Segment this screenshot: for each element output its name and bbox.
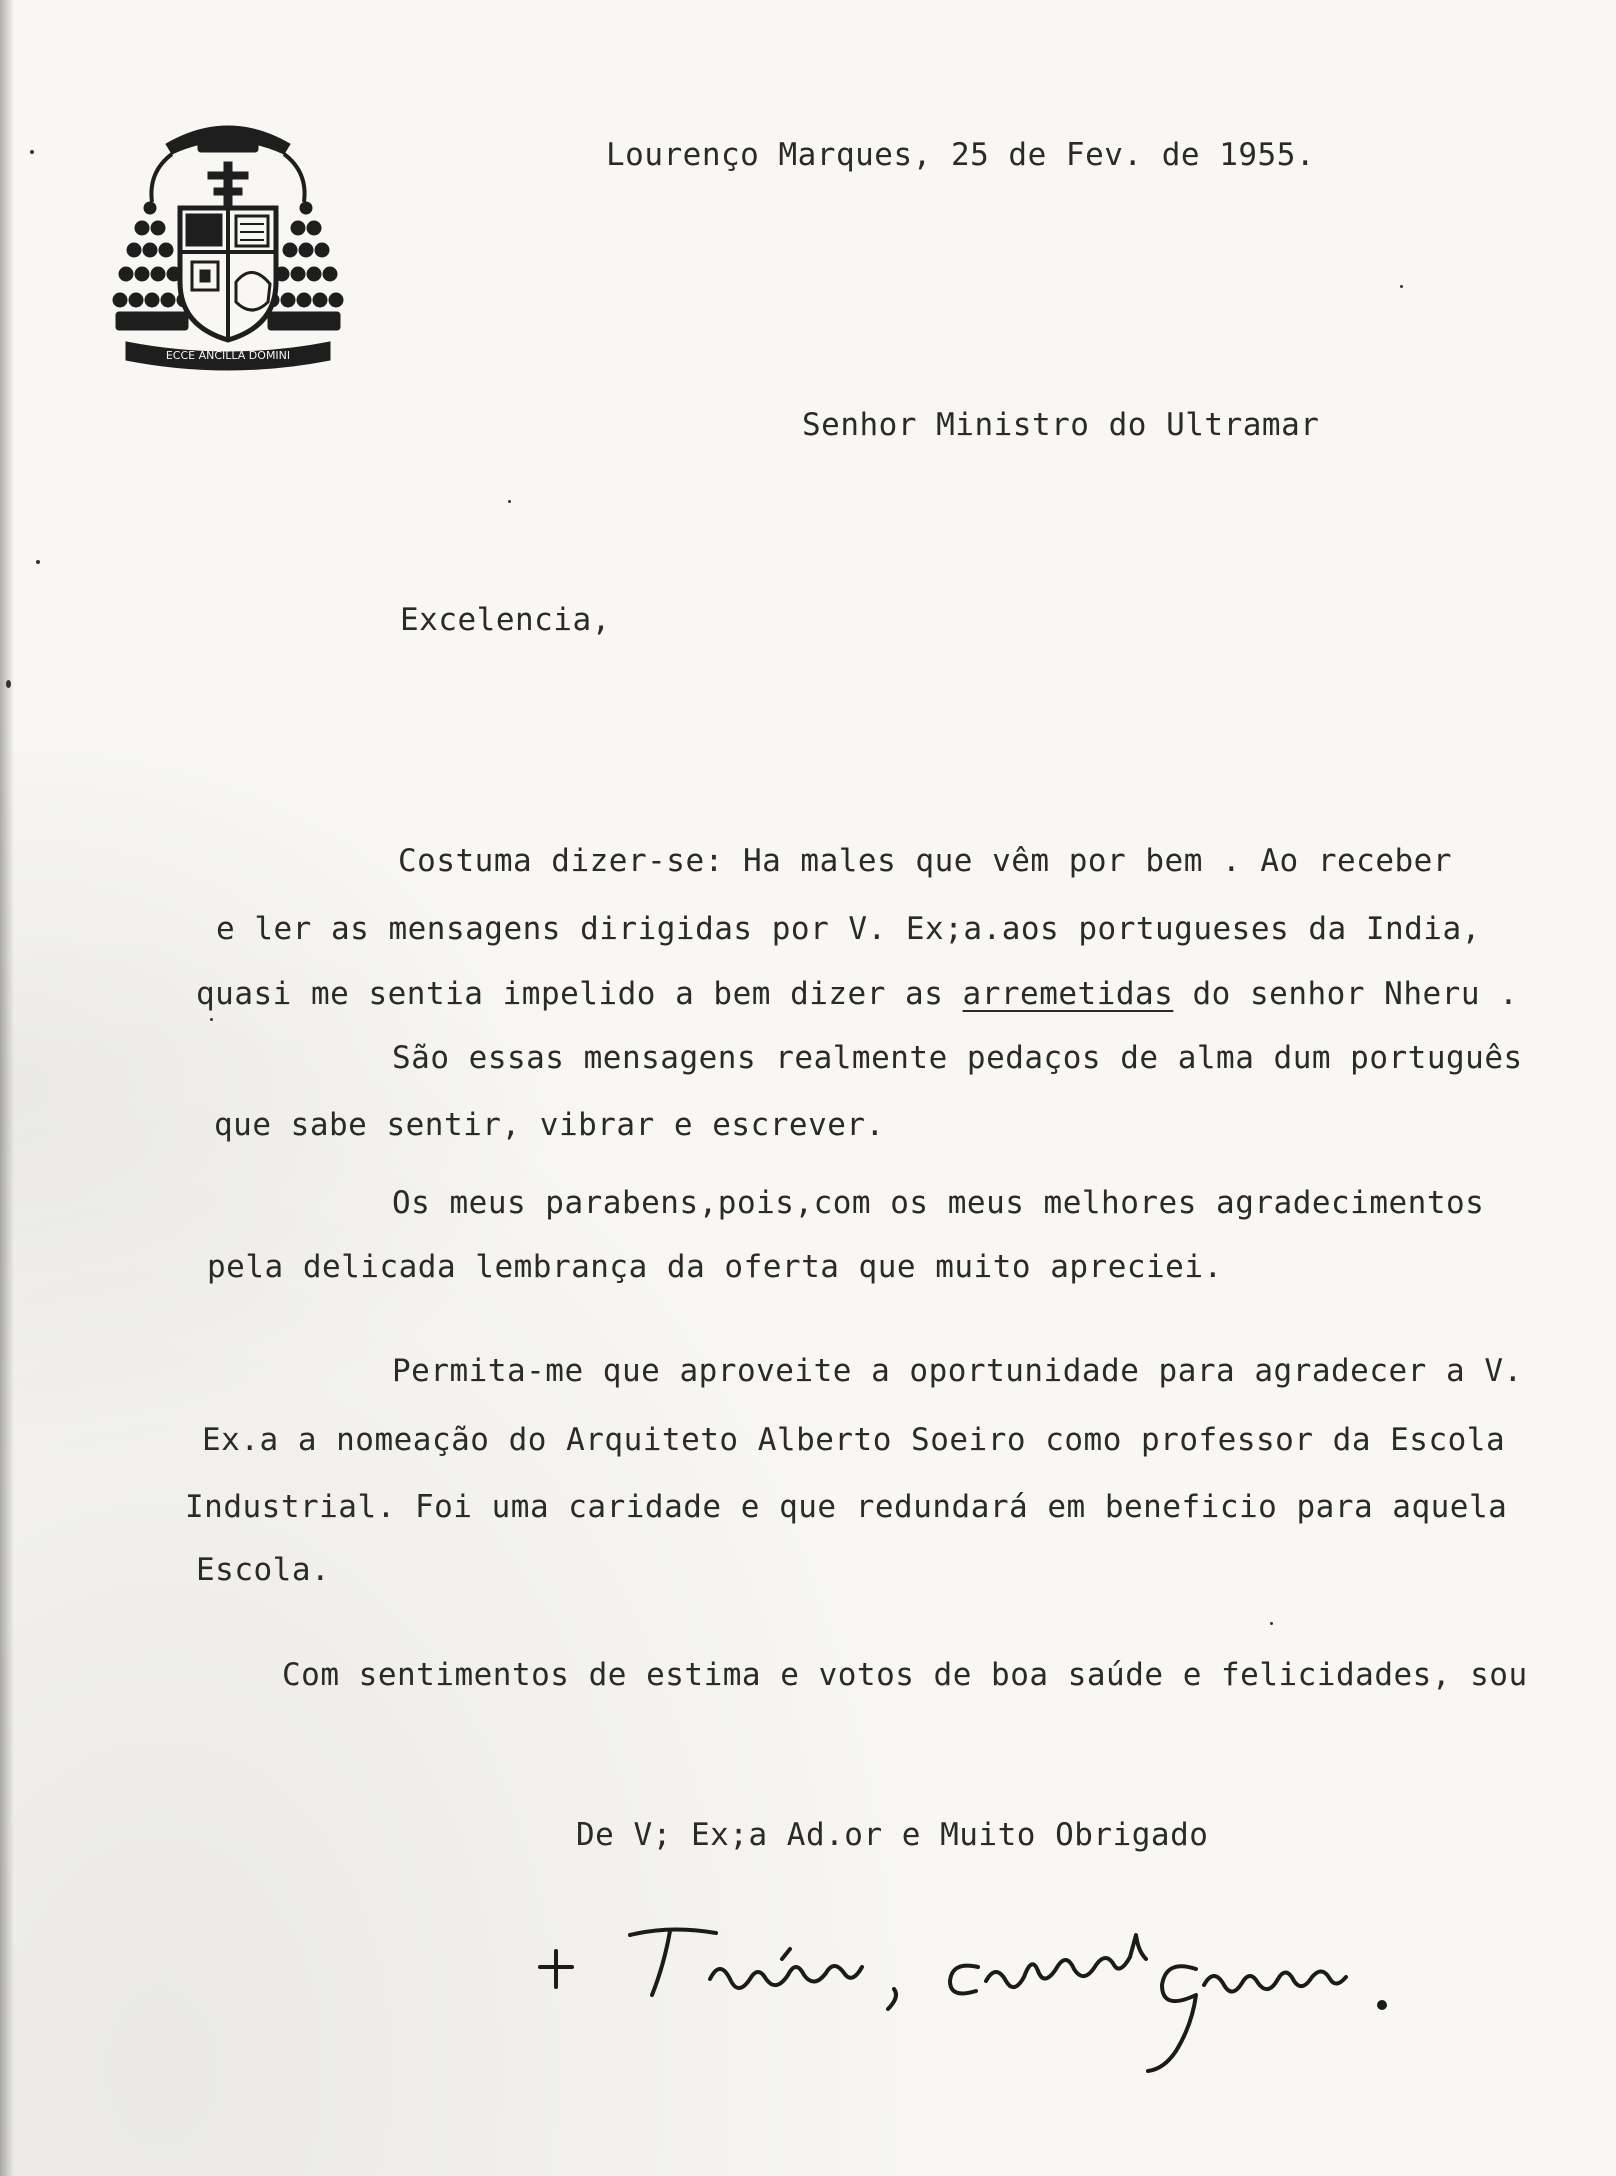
scan-speck: [1400, 285, 1403, 288]
scan-speck: [6, 680, 11, 688]
scan-speck: [30, 150, 34, 154]
paragraph-2-line-1: Os meus parabens,pois,com os meus melhores agradecimentos: [392, 1185, 1485, 1221]
paragraph-1-line-3-before: quasi me sentia impelido a bem dizer as: [196, 976, 963, 1012]
scan-speck: [36, 560, 40, 564]
addressee-line: Senhor Ministro do Ultramar: [802, 407, 1320, 443]
paragraph-1-line-4: São essas mensagens realmente pedaços de alma dum português: [392, 1040, 1523, 1076]
paragraph-3-line-4: Escola.: [196, 1552, 331, 1588]
scan-speck: [1270, 1622, 1273, 1625]
crest-motto: ECCE ANCILLA DOMINI: [165, 349, 291, 362]
scan-speck: [210, 1018, 213, 1021]
handwritten-signature: [520, 1895, 1420, 2075]
paragraph-1-line-1: Costuma dizer-se: Ha males que vêm por bem . Ao receber: [398, 843, 1452, 879]
salutation: Excelencia,: [400, 602, 611, 638]
episcopal-coat-of-arms-icon: [108, 112, 348, 372]
closing-line: De V; Ex;a Ad.or e Muito Obrigado: [576, 1817, 1209, 1853]
paragraph-3-line-3: Industrial. Foi uma caridade e que redundará em beneficio para aquela: [185, 1489, 1508, 1525]
paragraph-1-line-5: que sabe sentir, vibrar e escrever.: [214, 1107, 885, 1143]
scan-speck: [508, 500, 511, 503]
paragraph-4-line-1: Com sentimentos de estima e votos de boa saúde e felicidades, sou: [282, 1657, 1528, 1693]
scan-edge-shadow: [0, 0, 14, 2176]
underlined-word: arremetidas: [962, 976, 1174, 1012]
paragraph-3-line-1: Permita-me que aproveite a oportunidade para agradecer a V.: [392, 1353, 1523, 1389]
paragraph-3-line-2: Ex.a a nomeação do Arquiteto Alberto Soeiro como professor da Escola: [202, 1422, 1506, 1458]
paragraph-1-line-3-after: do senhor Nheru .: [1173, 976, 1519, 1012]
paragraph-1-line-3: [196, 974, 1518, 1014]
paragraph-1-line-2: e ler as mensagens dirigidas por V. Ex;a.aos portugueses da India,: [216, 911, 1481, 947]
date-line: Lourenço Marques, 25 de Fev. de 1955.: [606, 137, 1316, 173]
paragraph-2-line-2: pela delicada lembrança da oferta que muito apreciei.: [207, 1249, 1223, 1285]
